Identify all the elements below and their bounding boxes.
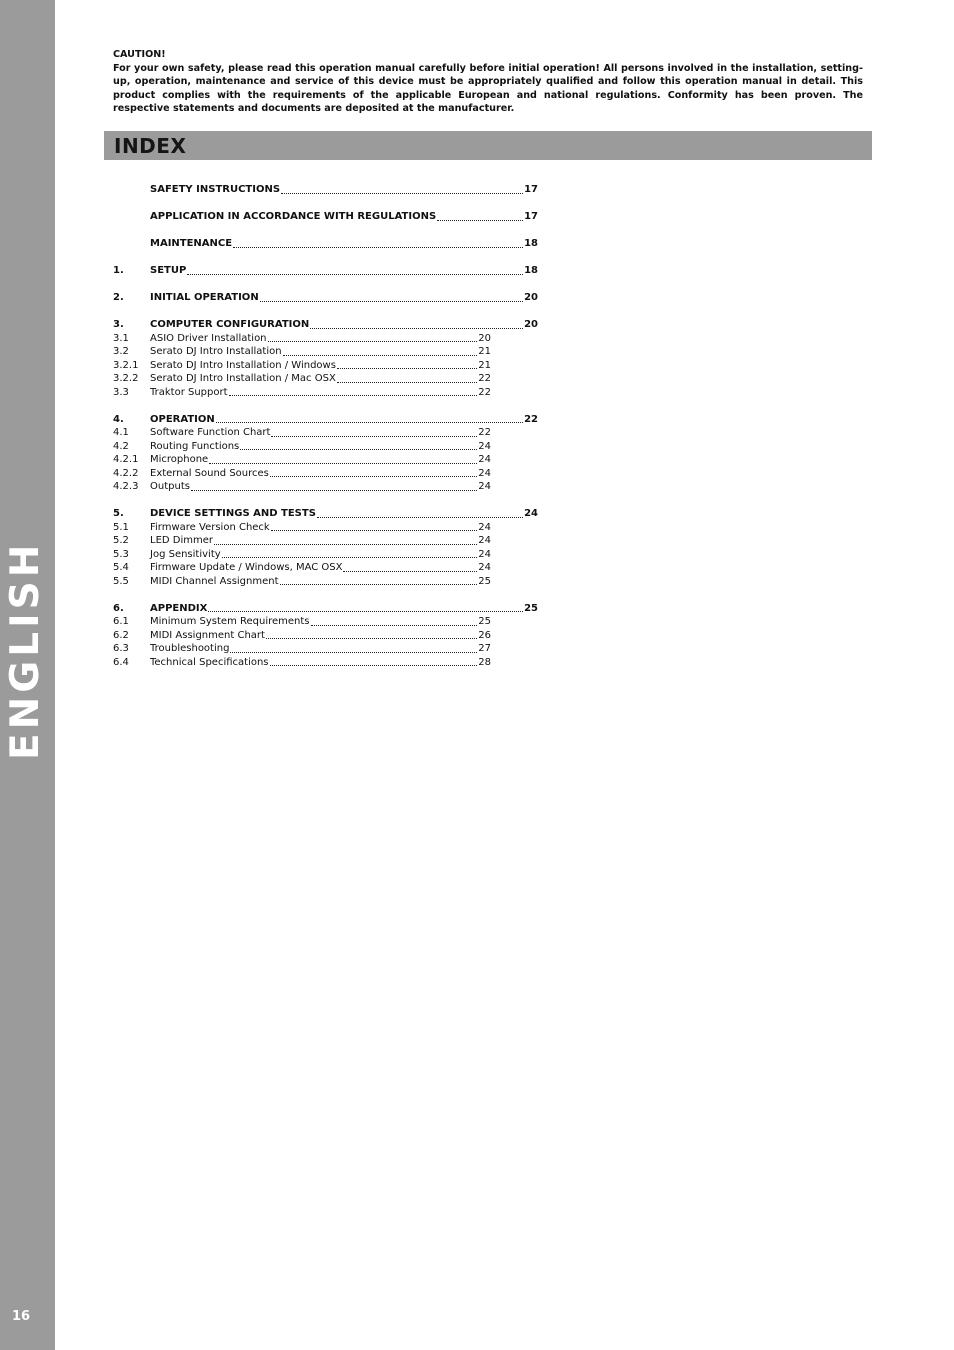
toc-entry-number: 4.2.3 <box>113 481 139 492</box>
toc-entry-number: 6. <box>113 602 124 614</box>
toc-entry-number: 6.4 <box>113 656 129 668</box>
toc-entry-label: APPLICATION IN ACCORDANCE WITH REGULATIONS <box>150 211 437 222</box>
toc-entry-number: 4.1 <box>113 427 129 438</box>
toc-entry-page: 25 <box>478 575 491 587</box>
toc-entry-label: MIDI Channel Assignment <box>150 575 279 587</box>
toc-dot-leader <box>271 435 477 437</box>
toc-section <box>113 291 543 305</box>
toc-entry-page: 24 <box>478 521 491 533</box>
toc-section <box>113 210 543 224</box>
toc-entry-page: 24 <box>478 481 491 492</box>
toc-entry-page: 22 <box>478 386 491 398</box>
toc-subentry[interactable] <box>113 440 491 454</box>
toc-entry-label: Serato DJ Intro Installation / Mac OSX <box>150 373 336 384</box>
toc-dot-leader <box>191 489 477 491</box>
toc-entry-number: 3. <box>113 319 124 330</box>
toc-entry-page: 20 <box>524 319 538 330</box>
toc-entry-number: 3.2.2 <box>113 373 139 384</box>
toc-dot-leader <box>343 570 477 572</box>
toc-section <box>113 413 543 494</box>
toc-entry-label: DEVICE SETTINGS AND TESTS <box>150 508 316 519</box>
toc-entry-page: 25 <box>478 616 491 627</box>
toc-dot-leader <box>266 637 477 639</box>
toc-section <box>113 318 543 399</box>
toc-entry-number: 5.2 <box>113 535 129 546</box>
index-header-bar <box>104 131 872 160</box>
toc-subentry[interactable] <box>113 629 491 643</box>
toc-entry-number: 6.3 <box>113 643 129 654</box>
toc-entry-label: SETUP <box>150 265 187 276</box>
toc-entry-page: 24 <box>478 535 491 546</box>
toc-dot-leader <box>317 516 523 518</box>
toc-entry-label: LED Dimmer <box>150 535 213 546</box>
toc-dot-leader <box>311 624 478 626</box>
toc-entry[interactable] <box>113 210 538 224</box>
toc-entry-label: SAFETY INSTRUCTIONS <box>150 184 281 195</box>
toc-dot-leader <box>283 354 478 356</box>
toc-entry[interactable] <box>113 602 538 616</box>
toc-dot-leader <box>216 421 523 423</box>
toc-subentry[interactable] <box>113 561 491 575</box>
toc-dot-leader <box>233 246 523 248</box>
toc-entry-label: Serato DJ Intro Installation <box>150 346 282 357</box>
index-title: INDEX <box>114 134 187 158</box>
toc-dot-leader <box>281 192 523 194</box>
toc-entry-page: 22 <box>478 427 491 438</box>
toc-dot-leader <box>437 219 523 221</box>
toc-entry-page: 24 <box>478 467 491 479</box>
caution-notice <box>113 48 863 116</box>
toc-entry-page: 17 <box>524 184 538 195</box>
toc-subentry[interactable] <box>113 642 491 656</box>
toc-entry[interactable] <box>113 507 538 521</box>
toc-entry-number: 4. <box>113 413 124 425</box>
toc-entry-page: 26 <box>478 629 491 641</box>
toc-subentry[interactable] <box>113 575 491 589</box>
page-number: 16 <box>12 1309 31 1324</box>
toc-entry-number: 3.2 <box>113 346 129 357</box>
toc-subentry[interactable] <box>113 548 491 562</box>
toc-dot-leader <box>187 273 523 275</box>
toc-entry-label: Firmware Update / Windows, MAC OSX <box>150 562 343 573</box>
toc-entry-page: 22 <box>524 413 538 425</box>
toc-dot-leader <box>209 462 477 464</box>
toc-entry-label: Jog Sensitivity <box>150 548 221 560</box>
toc-entry-label: Routing Functions <box>150 440 240 452</box>
caution-body: For your own safety, please read this operation manual carefully before initial operation! All persons involved in the installation, setting-up, operation, maintenance and service of this device must be appropriately qualified and follow this operation manual in detail. This product complies with the requirements of the applicable European and national regulations. Conformity has been proven. The respective statements and documents are deposited at the manufacturer. <box>113 62 863 115</box>
toc-entry-page: 24 <box>478 548 491 560</box>
toc-entry-page: 24 <box>478 440 491 452</box>
toc-entry-number: 3.1 <box>113 332 129 344</box>
toc-dot-leader <box>260 300 523 302</box>
toc-dot-leader <box>222 556 478 558</box>
toc-entry-label: APPENDIX <box>150 602 208 614</box>
toc-entry-page: 21 <box>478 346 491 357</box>
toc-entry-label: OPERATION <box>150 413 215 425</box>
toc-entry-label: Traktor Support <box>150 386 228 398</box>
toc-entry-label: External Sound Sources <box>150 467 269 479</box>
language-sidebar <box>0 0 55 1350</box>
toc-entry-page: 18 <box>524 238 538 249</box>
toc-entry-label: Outputs <box>150 481 190 492</box>
toc-entry-number: 1. <box>113 265 124 276</box>
toc-dot-leader <box>270 664 478 666</box>
toc-entry-number: 5.1 <box>113 521 129 533</box>
toc-subentry[interactable] <box>113 386 491 400</box>
toc-entry-label: Minimum System Requirements <box>150 616 310 627</box>
toc-entry-page: 17 <box>524 211 538 222</box>
toc-dot-leader <box>271 529 478 531</box>
toc-entry-label: INITIAL OPERATION <box>150 292 259 303</box>
toc-subentry[interactable] <box>113 615 491 629</box>
sidebar-language-label: ENGLISH <box>3 540 48 760</box>
toc-entry-number: 5.3 <box>113 548 129 560</box>
toc-entry-number: 5.5 <box>113 575 129 587</box>
toc-entry-number: 4.2.1 <box>113 454 139 465</box>
toc-entry[interactable] <box>113 413 538 427</box>
toc-entry-number: 5. <box>113 508 124 519</box>
toc-entry-label: Technical Specifications <box>150 656 269 668</box>
toc-entry-page: 22 <box>478 373 491 384</box>
toc-dot-leader <box>337 367 477 369</box>
toc-entry-page: 24 <box>524 508 538 519</box>
toc-section <box>113 183 543 197</box>
toc-subentry[interactable] <box>113 453 491 467</box>
toc-entry-number: 5.4 <box>113 562 129 573</box>
toc-dot-leader <box>310 327 523 329</box>
toc-entry-number: 4.2.2 <box>113 467 139 479</box>
toc-entry-label: Troubleshooting <box>150 643 230 654</box>
toc-entry[interactable] <box>113 237 538 251</box>
table-of-contents <box>113 183 543 683</box>
toc-entry-page: 21 <box>478 359 491 371</box>
toc-entry[interactable] <box>113 264 538 278</box>
toc-entry-number: 3.3 <box>113 386 129 398</box>
toc-section <box>113 507 543 588</box>
toc-entry-label: Serato DJ Intro Installation / Windows <box>150 359 336 371</box>
toc-dot-leader <box>230 651 477 653</box>
toc-entry-number: 4.2 <box>113 440 129 452</box>
toc-entry-page: 18 <box>524 265 538 276</box>
toc-entry-label: ASIO Driver Installation <box>150 332 267 344</box>
toc-subentry[interactable] <box>113 345 491 359</box>
toc-dot-leader <box>337 381 477 383</box>
toc-subentry[interactable] <box>113 332 491 346</box>
toc-subentry[interactable] <box>113 359 491 373</box>
toc-subentry[interactable] <box>113 534 491 548</box>
toc-entry-label: Microphone <box>150 454 209 465</box>
toc-dot-leader <box>280 583 478 585</box>
toc-dot-leader <box>240 448 477 450</box>
toc-dot-leader <box>208 610 523 612</box>
toc-entry-number: 2. <box>113 292 124 303</box>
toc-subentry[interactable] <box>113 467 491 481</box>
toc-entry-label: Software Function Chart <box>150 427 271 438</box>
toc-entry-page: 25 <box>524 602 538 614</box>
toc-entry-page: 24 <box>478 454 491 465</box>
toc-dot-leader <box>214 543 477 545</box>
toc-entry-label: COMPUTER CONFIGURATION <box>150 319 310 330</box>
toc-section <box>113 237 543 251</box>
toc-entry-number: 6.1 <box>113 616 129 627</box>
toc-dot-leader <box>270 475 477 477</box>
toc-entry-number: 6.2 <box>113 629 129 641</box>
toc-subentry[interactable] <box>113 372 491 386</box>
toc-subentry[interactable] <box>113 480 491 494</box>
toc-dot-leader <box>268 340 478 342</box>
toc-subentry[interactable] <box>113 426 491 440</box>
toc-entry-page: 27 <box>478 643 491 654</box>
toc-entry-label: MAINTENANCE <box>150 238 233 249</box>
toc-subentry[interactable] <box>113 656 491 670</box>
toc-entry-number: 3.2.1 <box>113 359 139 371</box>
toc-entry[interactable] <box>113 291 538 305</box>
toc-subentry[interactable] <box>113 521 491 535</box>
toc-entry-label: Firmware Version Check <box>150 521 270 533</box>
toc-entry[interactable] <box>113 318 538 332</box>
toc-entry-page: 20 <box>478 332 491 344</box>
toc-section <box>113 264 543 278</box>
toc-entry[interactable] <box>113 183 538 197</box>
caution-title: CAUTION! <box>113 49 166 60</box>
toc-entry-label: MIDI Assignment Chart <box>150 629 265 641</box>
toc-section <box>113 602 543 670</box>
toc-entry-page: 24 <box>478 562 491 573</box>
toc-entry-page: 20 <box>524 292 538 303</box>
toc-dot-leader <box>229 394 478 396</box>
toc-entry-page: 28 <box>478 656 491 668</box>
